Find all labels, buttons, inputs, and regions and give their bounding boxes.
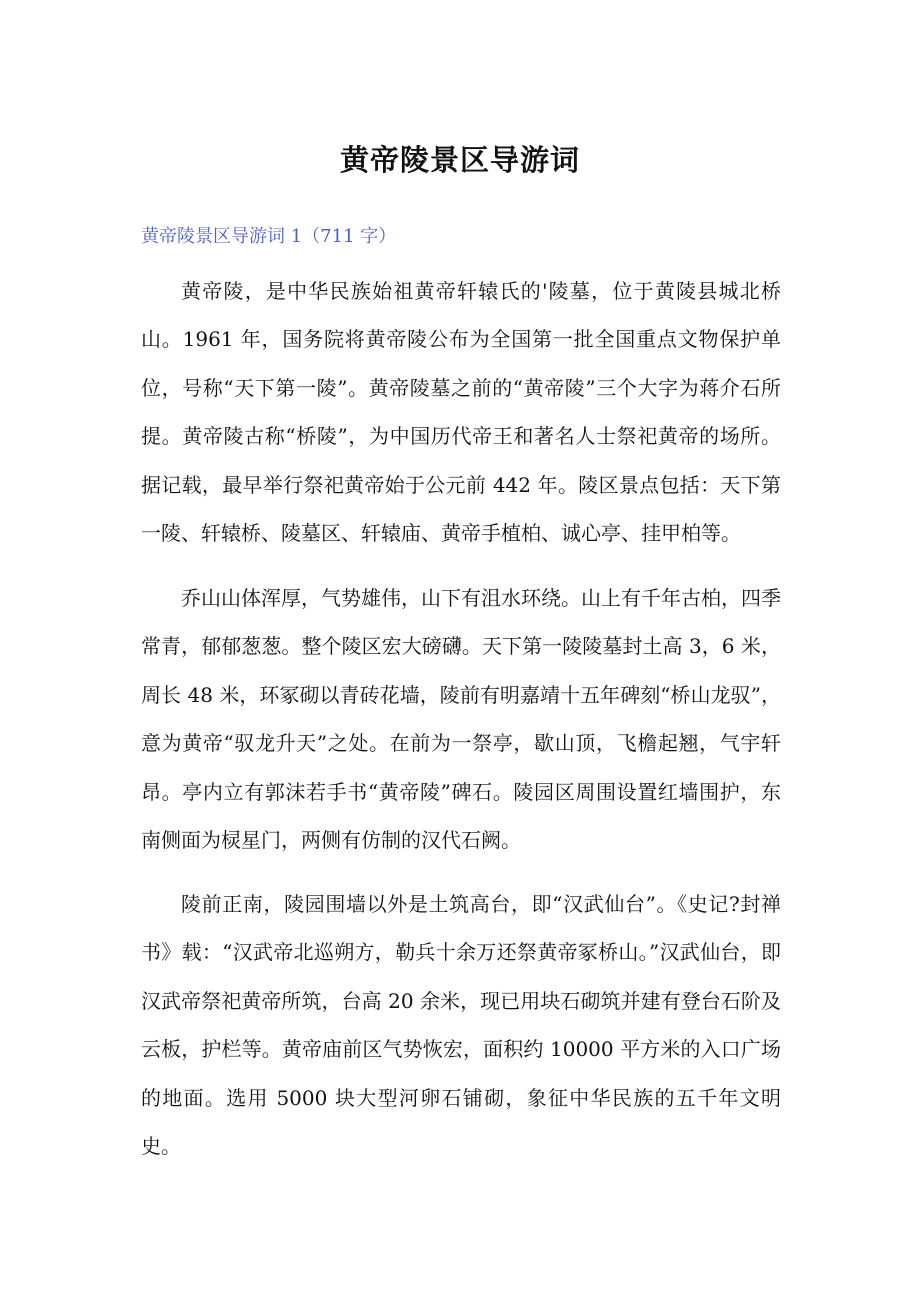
paragraph-1: 黄帝陵，是中华民族始祖黄帝轩辕氏的'陵墓，位于黄陵县城北桥山。1961 年，国务院将黄帝陵公布为全国第一批全国重点文物保护单位，号称“天下第一陵”。黄帝陵墓之前的“黄帝陵”三个大字为蒋介石所提。黄帝陵古称“桥陵”，为中国历代帝王和著名人士祭祀黄帝的场所。据记载，最早举行祭祀黄帝始于公元前 442 年。陵区景点包括：天下第一陵、轩辕桥、陵墓区、轩辕庙、黄帝手植柏、诚心亭、挂甲柏等。 bbox=[141, 279, 781, 546]
paragraph-2: 乔山山体浑厚，气势雄伟，山下有沮水环绕。山上有千年古柏，四季常青，郁郁葱葱。整个陵区宏大磅礴。天下第一陵陵墓封土高 3，6 米，周长 48 米，环冢砌以青砖花墙，陵前有明嘉靖十五年碑刻“桥山龙驭”，意为黄帝“驭龙升天”之处。在前为一祭亭，歇山顶，飞檐起翘，气宇轩昂。亭内立有郭沫若手书“黄帝陵”碑石。陵园区周围设置红墙围护，东南侧面为棂星门，两侧有仿制的汉代石阙。 bbox=[141, 586, 781, 853]
document-title: 黄帝陵景区导游词 bbox=[339, 143, 580, 177]
section-heading: 黄帝陵景区导游词 1（711 字） bbox=[141, 226, 397, 247]
paragraph-3: 陵前正南，陵园围墙以外是土筑高台，即“汉武仙台”。《史记?封禅书》载：“汉武帝北巡朔方，勒兵十余万还祭黄帝冢桥山。”汉武仙台，即汉武帝祭祀黄帝所筑，台高 20 余米，现已用块石砌筑并建有登台石阶及云板，护栏等。黄帝庙前区气势恢宏，面积约 10000 平方米的入口广场的地面。选用 5000 块大型河卵石铺砌，象征中华民族的五千年文明史。 bbox=[141, 892, 781, 1159]
